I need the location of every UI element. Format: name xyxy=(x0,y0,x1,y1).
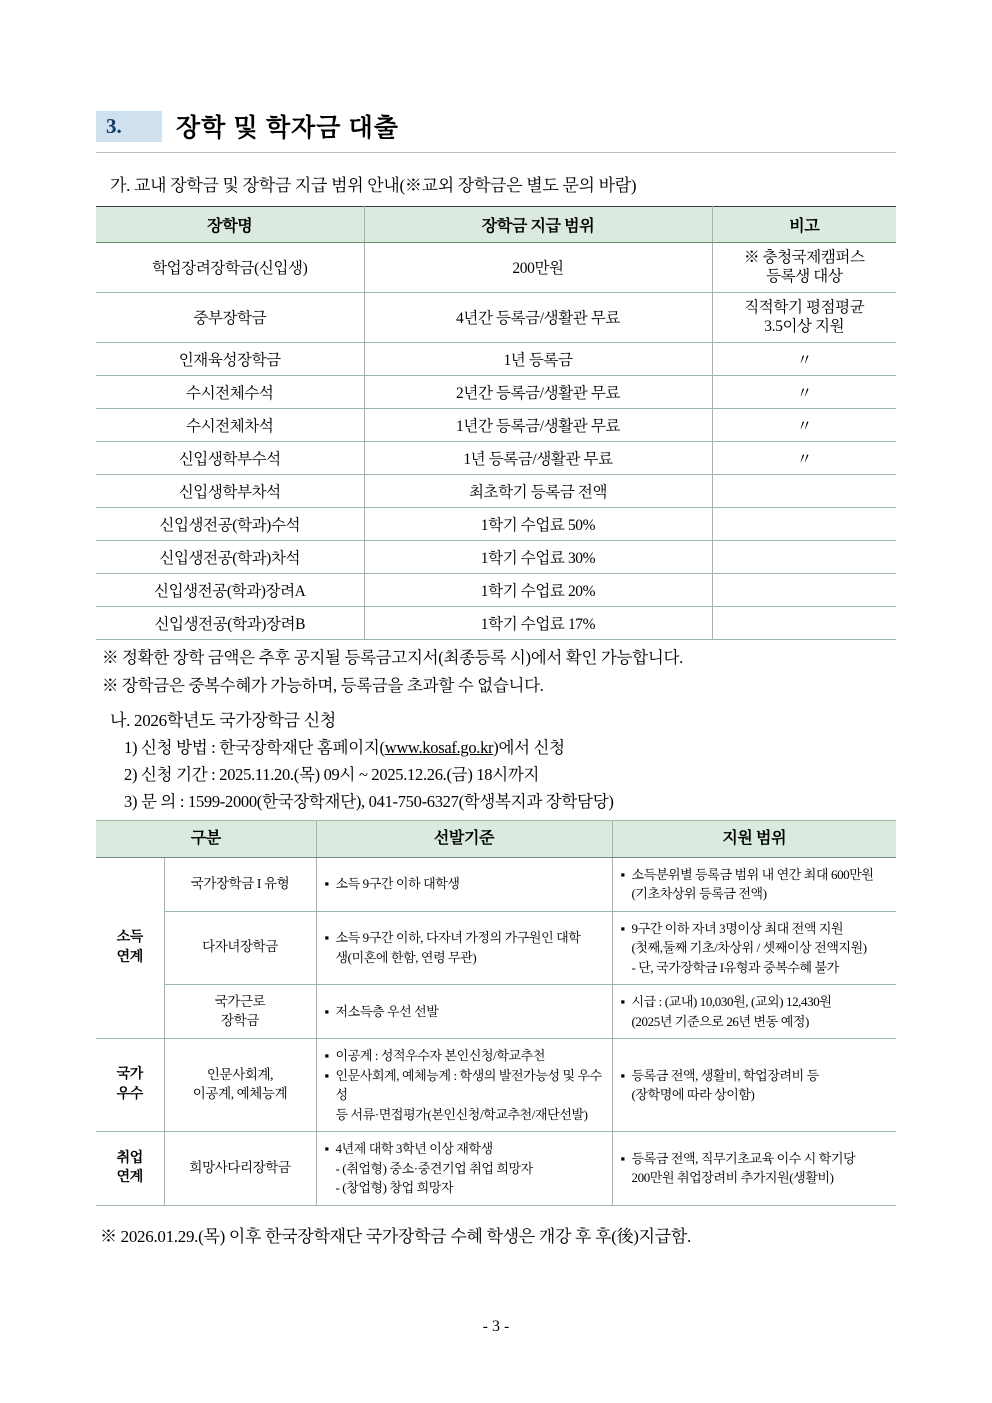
section-b-item-1 xyxy=(124,734,896,758)
cell-note: ※ 충청국제캠퍼스 등록생 대상 xyxy=(712,243,896,293)
kosaf-link[interactable]: www.kosaf.go.kr xyxy=(384,737,494,757)
cell-scholarship-name: 학업장려장학금(신입생) xyxy=(96,243,364,293)
cell-payment-range: 1년 등록금/생활관 무료 xyxy=(364,441,712,474)
cell-note xyxy=(712,474,896,507)
col-header-criteria: 선발기준 xyxy=(316,820,612,857)
cell-note: 〃 xyxy=(712,342,896,375)
cell-criteria: ▪ 저소득층 우선 선발 xyxy=(316,985,612,1039)
cell-category: 국가 우수 xyxy=(96,1039,164,1132)
cell-scholarship-name: 신입생전공(학과)수석 xyxy=(96,507,364,540)
table-body xyxy=(96,857,896,1205)
table-row xyxy=(96,243,896,293)
national-scholarship-table xyxy=(96,820,896,1206)
cell-payment-range: 1년간 등록금/생활관 무료 xyxy=(364,408,712,441)
table-header-row xyxy=(96,820,896,857)
cell-support-range: ▪ 등록금 전액, 직무기초교육 이수 시 학기당 200만원 취업장려비 추가지원(생활비) xyxy=(612,1132,896,1206)
table-row xyxy=(96,540,896,573)
cell-payment-range: 1학기 수업료 50% xyxy=(364,507,712,540)
cell-payment-range: 1학기 수업료 30% xyxy=(364,540,712,573)
cell-payment-range: 200만원 xyxy=(364,243,712,293)
cell-scholarship-name: 신입생전공(학과)장려B xyxy=(96,606,364,639)
table-row xyxy=(96,573,896,606)
cell-payment-range: 최초학기 등록금 전액 xyxy=(364,474,712,507)
cell-program-name: 국가장학금 I 유형 xyxy=(164,857,316,911)
cell-note: 〃 xyxy=(712,408,896,441)
cell-criteria: ▪ 4년제 대학 3학년 이상 재학생 - (취업형) 중소·중견기업 취업 희망자 - (창업형) 창업 희망자 xyxy=(316,1132,612,1206)
table-row xyxy=(96,857,896,911)
cell-program-name: 희망사다리장학금 xyxy=(164,1132,316,1206)
item-1-suffix: )에서 신청 xyxy=(493,737,565,757)
note-line-1: ※ 정확한 장학 금액은 추후 공지될 등록금고지서(최종등록 시)에서 확인 가능합니다. xyxy=(102,647,683,667)
page-content xyxy=(96,108,896,1247)
cell-scholarship-name: 인재육성장학금 xyxy=(96,342,364,375)
cell-program-name: 다자녀장학금 xyxy=(164,911,316,985)
table-row xyxy=(96,1132,896,1206)
cell-note: 직적학기 평점평균 3.5이상 지원 xyxy=(712,292,896,342)
cell-program-name: 인문사회계, 이공계, 예체능계 xyxy=(164,1039,316,1132)
cell-payment-range: 1학기 수업료 17% xyxy=(364,606,712,639)
cell-note xyxy=(712,540,896,573)
table-header-row xyxy=(96,207,896,243)
cell-note: 〃 xyxy=(712,441,896,474)
cell-criteria: ▪ 이공계 : 성적우수자 본인신청/학교추천 ▪ 인문사회계, 예체능계 : 학생의 발전가능성 및 우수성 등 서류·면접평가(본인신청/학교추천/재단선발) xyxy=(316,1039,612,1132)
section-heading xyxy=(96,108,896,153)
section-number: 3. xyxy=(96,111,162,142)
section-a-subheading: 가. 교내 장학금 및 장학금 지급 범위 안내(※교외 장학금은 별도 문의 바람) xyxy=(110,176,637,195)
cell-note xyxy=(712,606,896,639)
table-row xyxy=(96,441,896,474)
table-body xyxy=(96,243,896,640)
cell-payment-range: 4년간 등록금/생활관 무료 xyxy=(364,292,712,342)
cell-scholarship-name: 신입생전공(학과)차석 xyxy=(96,540,364,573)
item-1-prefix: 1) 신청 방법 : 한국장학재단 홈페이지( xyxy=(124,737,385,757)
cell-category: 취업 연계 xyxy=(96,1132,164,1206)
cell-scholarship-name: 수시전체수석 xyxy=(96,375,364,408)
cell-support-range: ▪ 등록금 전액, 생활비, 학업장려비 등 (장학명에 따라 상이함) xyxy=(612,1039,896,1132)
section-b-item-3: 3) 문 의 : 1599-2000(한국장학재단), 041-750-6327(학생복지과 장학담당) xyxy=(124,791,614,811)
table-row xyxy=(96,1039,896,1132)
cell-criteria: ▪ 소득 9구간 이하 대학생 xyxy=(316,857,612,911)
col-header-note: 비고 xyxy=(712,207,896,243)
cell-criteria: ▪ 소득 9구간 이하, 다자녀 가정의 가구원인 대학 생(미혼에 한함, 연령 무관) xyxy=(316,911,612,985)
cell-scholarship-name: 수시전체차석 xyxy=(96,408,364,441)
cell-note xyxy=(712,573,896,606)
cell-note: 〃 xyxy=(712,375,896,408)
table-row xyxy=(96,606,896,639)
col-header-range: 장학금 지급 범위 xyxy=(364,207,712,243)
cell-payment-range: 1년 등록금 xyxy=(364,342,712,375)
cell-support-range: ▪ 소득분위별 등록금 범위 내 연간 최대 600만원 (기초차상위 등록금 전액) xyxy=(612,857,896,911)
scholarship-table xyxy=(96,206,896,640)
page-number: - 3 - xyxy=(482,1318,510,1335)
section-b-item-2: 2) 신청 기간 : 2025.11.20.(목) 09시 ~ 2025.12.26.(금) 18시까지 xyxy=(124,764,540,784)
cell-support-range: ▪ 시급 : (교내) 10,030원, (교외) 12,430원 (2025년 기준으로 26년 변동 예정) xyxy=(612,985,896,1039)
table-row xyxy=(96,408,896,441)
section-b-footnote: ※ 2026.01.29.(목) 이후 한국장학재단 국가장학금 수혜 학생은 개강 후 후(後)지급함. xyxy=(100,1226,691,1246)
table-row xyxy=(96,507,896,540)
section-b-heading: 나. 2026학년도 국가장학금 신청 xyxy=(110,710,336,730)
cell-payment-range: 2년간 등록금/생활관 무료 xyxy=(364,375,712,408)
table-row xyxy=(96,375,896,408)
cell-scholarship-name: 신입생학부수석 xyxy=(96,441,364,474)
table-row xyxy=(96,292,896,342)
cell-scholarship-name: 신입생전공(학과)장려A xyxy=(96,573,364,606)
cell-support-range: ▪ 9구간 이하 자녀 3명이상 최대 전액 지원 (첫째,둘째 기초/차상위 / 셋째이상 전액지원) - 단, 국가장학금 I유형과 중복수혜 불가 xyxy=(612,911,896,985)
table-row xyxy=(96,911,896,985)
cell-scholarship-name: 신입생학부차석 xyxy=(96,474,364,507)
cell-scholarship-name: 중부장학금 xyxy=(96,292,364,342)
cell-payment-range: 1학기 수업료 20% xyxy=(364,573,712,606)
cell-program-name: 국가근로 장학금 xyxy=(164,985,316,1039)
table-row xyxy=(96,342,896,375)
note-line-2: ※ 장학금은 중복수혜가 가능하며, 등록금을 초과할 수 없습니다. xyxy=(102,675,544,695)
col-header-support: 지원 범위 xyxy=(612,820,896,857)
table-row xyxy=(96,985,896,1039)
col-header-name: 장학명 xyxy=(96,207,364,243)
cell-note xyxy=(712,507,896,540)
col-header-category: 구분 xyxy=(96,820,316,857)
page-title: 장학 및 학자금 대출 xyxy=(176,115,399,142)
cell-category: 소득 연계 xyxy=(96,857,164,1039)
table-row xyxy=(96,474,896,507)
